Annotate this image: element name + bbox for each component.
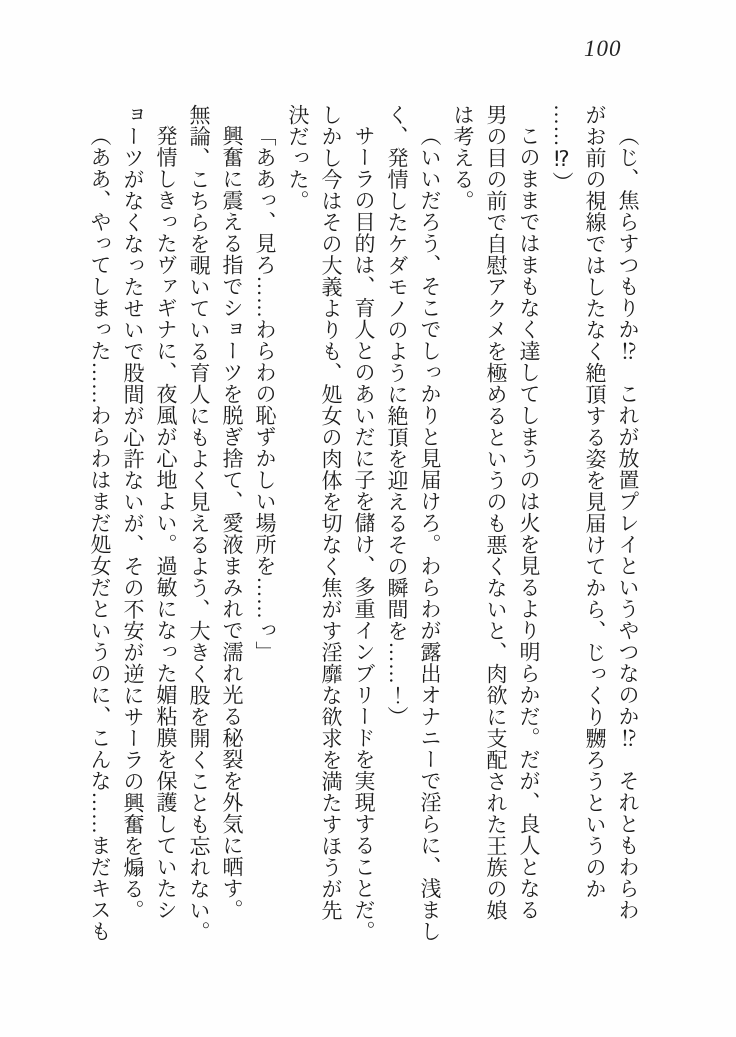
text-line: ……⁉） [550, 104, 574, 193]
text-line: （いいだろう、そこでしっかりと見届けろ。わらわが露出オナニーで淫らに、浅まし [418, 125, 442, 942]
text-line: は考える。 [451, 104, 475, 212]
text-line: 決だった。 [286, 104, 310, 212]
text-line: 興奮に震える指でショーツを脱ぎ捨て、愛液まみれで濡れ光る秘裂を外気に晒す。 [220, 125, 244, 921]
body-text [83, 104, 644, 960]
page-number: 100 [584, 36, 622, 61]
text-line: （じ、焦らすつもりか⁉ これが放置プレイというやつなのか⁉ それともわらわ [616, 125, 640, 921]
text-line: 男の目の前で自慰アクメを極めるというのも悪くないと、肉欲に支配された王族の娘 [484, 104, 508, 921]
text-line: このままではまもなく達してしまうのは火を見るより明らかだ。だが、良人となる [517, 125, 541, 921]
text-line: 発情しきったヴァギナに、夜風が心地よい。過敏になった媚粘膜を保護していたシ [154, 125, 178, 921]
text-line: がお前の視線ではしたなく絶頂する姿を見届けてから、じっくり嬲ろうというのか [583, 104, 607, 900]
text-line: 「ああっ、見ろ……わらわの恥ずかしい場所を……っ」 [253, 125, 277, 663]
text-line: ョーツがなくなったせいで股間が心許ないが、その不安が逆にサーラの興奮を煽る。 [121, 104, 145, 921]
text-line: しかし今はその大義よりも、処女の肉体を切なく焦がす淫靡な欲求を満たすほうが先 [319, 104, 343, 921]
text-line: （ああ、やってしまった……わらわはまだ処女だというのに、こんな……まだキスも [88, 125, 112, 942]
text-line: 無論、こちらを覗いている育人にもよく見えるよう、大きく股を開くことも忘れない。 [187, 104, 211, 943]
text-line: サーラの目的は、育人とのあいだに子を儲け、多重インブリードを実現することだ。 [352, 125, 376, 942]
text-line: く、発情したケダモノのように絶頂を迎えるその瞬間を……！） [385, 104, 409, 728]
